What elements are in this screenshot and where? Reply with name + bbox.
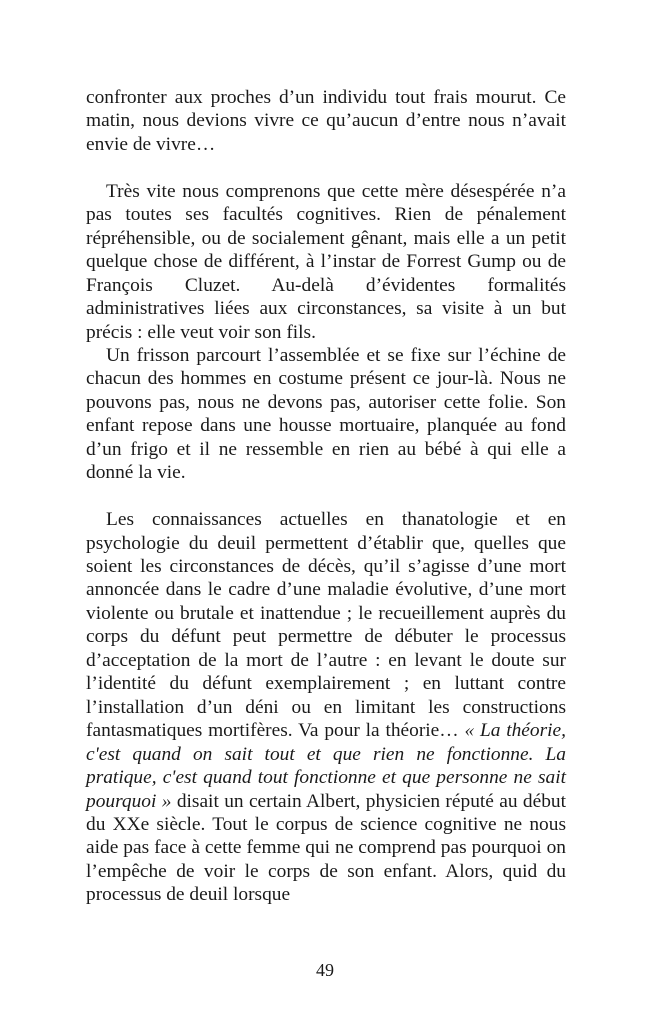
- paragraph-shiver: Un frisson parcourt l’assemblée et se fixe sur l’échine de chacun des hommes en costume présent ce jour-là. Nous ne pouvons pas, nous ne devons pas, autoriser cette folie. Son enfant repose dans une housse mortuaire, planquée au fond d’un frigo et il ne ressemble en rien au bébé à qui elle a donné la vie.: [86, 344, 566, 484]
- page-number: 49: [316, 960, 334, 980]
- paragraph-continuation: confronter aux proches d’un individu tout frais mourut. Ce matin, nous devions vivre ce qu’aucun d’entre nous n’avait envie de vivre…: [86, 87, 566, 155]
- einstein-quote: « La théorie, c'est quand on sait tout et que rien ne fonctionne. La pratique, c'est quand tout fonctionne et que personne ne sait pourquoi »: [86, 720, 566, 812]
- quote-attribution-text: disait un certain Albert, physicien réputé au début du XXe siècle. Tout le corpus de science cognitive ne nous aide pas face à cette femme qui ne comprend pas pourquoi on l’empêche de voir le corps de son enfant. Alors, quid du processus de deuil lorsque: [86, 790, 566, 906]
- paragraph-thanatology: [86, 508, 566, 907]
- page-body: [86, 86, 566, 907]
- paragraph-mother-visit: Très vite nous comprenons que cette mère désespérée n’a pas toutes ses facultés cognitives. Rien de pénalement répréhensible, ou de socialement gênant, mais elle a un petit quelque chose de différent, à l’instar de Forrest Gump ou de François Cluzet. Au-delà d’évidentes formalités administratives liées aux circonstances, sa visite à un but précis : elle veut voir son fils.: [86, 180, 566, 343]
- thanatology-text: Les connaissances actuelles en thanatologie et en psychologie du deuil permettent d’établir que, quelles que soient les circonstances de décès, qu’il s’agisse d’une mort annoncée dans le cadre d’une maladie évolutive, d’une mort violente ou brutale et inattendue ; le recueillement auprès du corps du défunt peut permettre de débuter le processus d’acceptation de la mort de l’autre : en levant le doute sur l’identité du défunt exemplairement ; en luttant contre l’installation d’un déni ou en limitant les constructions fantasmatiques mortifères. Va pour la théorie…: [86, 509, 566, 742]
